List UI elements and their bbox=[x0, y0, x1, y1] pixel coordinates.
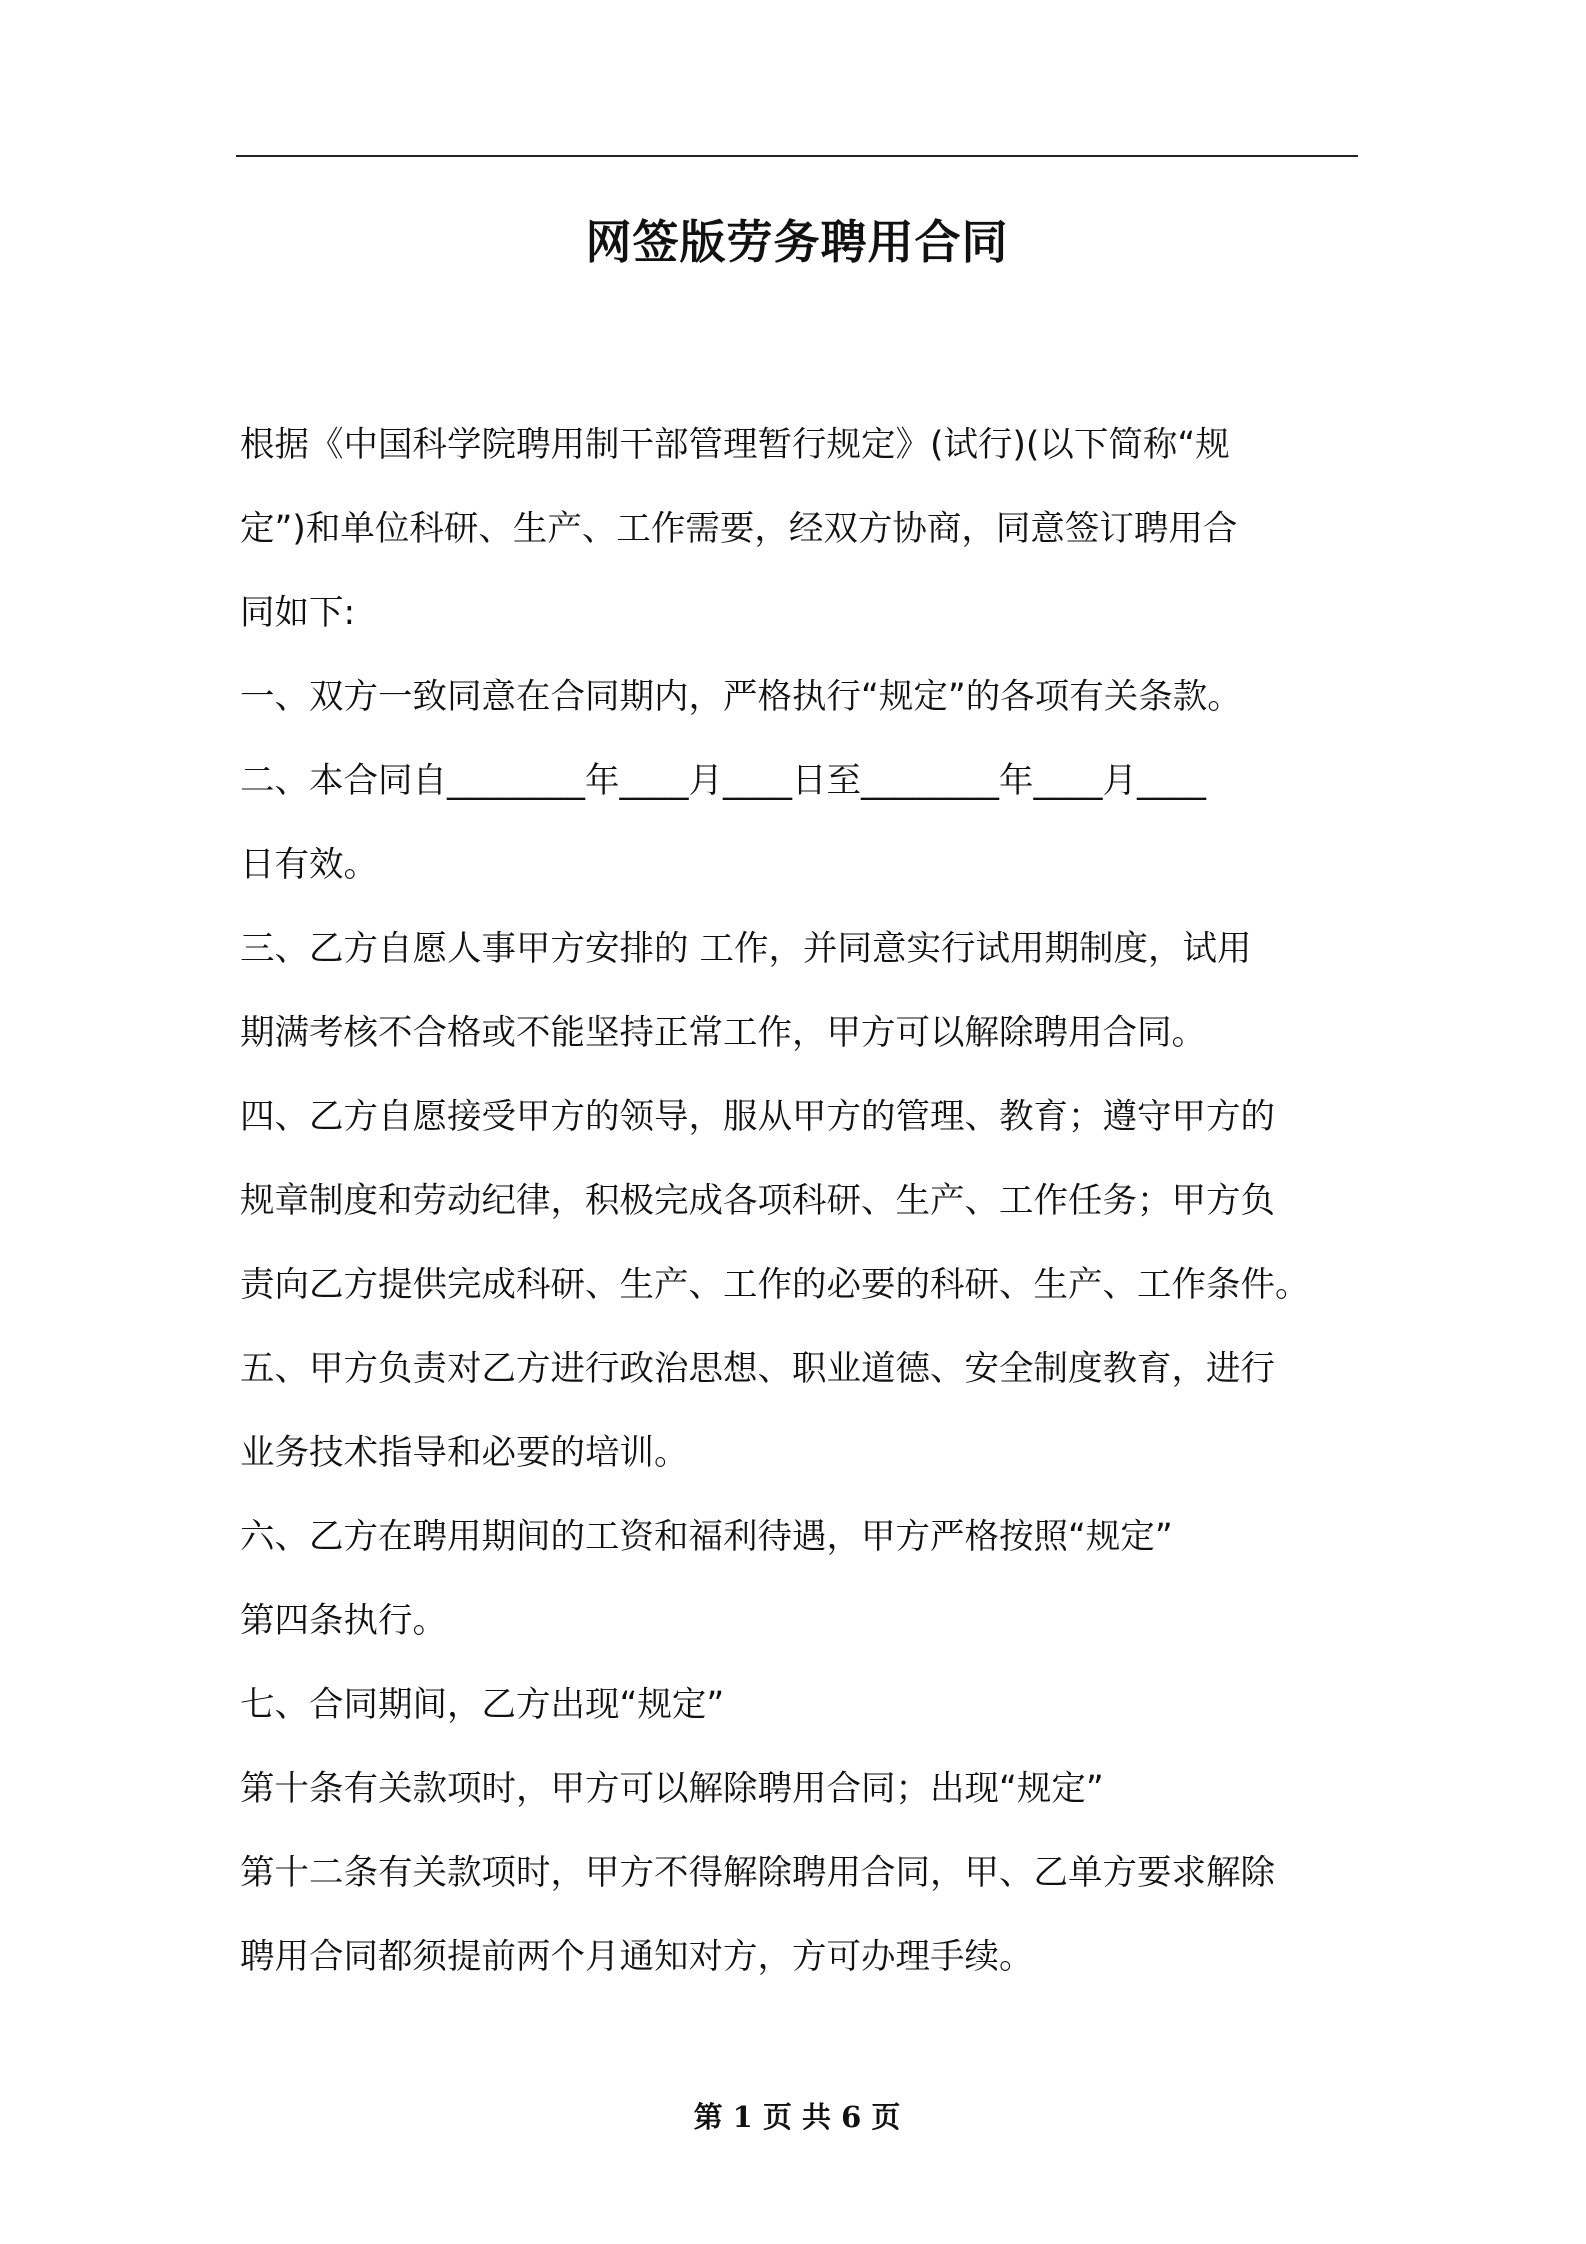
header-rule bbox=[236, 155, 1358, 157]
body-line: 业务技术指导和必要的培训。 bbox=[240, 1433, 689, 1473]
body-line: 规章制度和劳动纪律，积极完成各项科研、生产、工作任务；甲方负 bbox=[240, 1181, 1275, 1221]
body-line: 七、合同期间，乙方出现“规定” bbox=[240, 1685, 725, 1725]
body-line: 定”)和单位科研、生产、工作需要，经双方协商，同意签订聘用合 bbox=[240, 509, 1238, 549]
body-line: 第十二条有关款项时，甲方不得解除聘用合同，甲、乙单方要求解除 bbox=[240, 1853, 1275, 1893]
document-body bbox=[240, 403, 1365, 1999]
body-line: 第十条有关款项时，甲方可以解除聘用合同；出现“规定” bbox=[240, 1769, 1104, 1809]
body-line: 六、乙方在聘用期间的工资和福利待遇，甲方严格按照“规定” bbox=[240, 1517, 1173, 1557]
body-line: 期满考核不合格或不能坚持正常工作，甲方可以解除聘用合同。 bbox=[240, 1013, 1206, 1053]
body-line: 五、甲方负责对乙方进行政治思想、职业道德、安全制度教育，进行 bbox=[240, 1349, 1275, 1389]
body-line: 聘用合同都须提前两个月通知对方，方可办理手续。 bbox=[240, 1937, 1034, 1977]
body-line: 一、双方一致同意在合同期内，严格执行“规定”的各项有关条款。 bbox=[240, 677, 1242, 717]
document-title: 网签版劳务聘用合同 bbox=[585, 215, 1009, 269]
body-line: 四、乙方自愿接受甲方的领导，服从甲方的管理、教育；遵守甲方的 bbox=[240, 1097, 1275, 1137]
page-footer: 第 1 页 共 6 页 bbox=[693, 2100, 901, 2134]
body-line: 责向乙方提供完成科研、生产、工作的必要的科研、生产、工作条件。 bbox=[240, 1265, 1310, 1305]
body-line: 日有效。 bbox=[240, 845, 378, 885]
body-line: 同如下: bbox=[240, 593, 356, 633]
body-line: 三、乙方自愿人事甲方安排的 工作，并同意实行试用期制度，试用 bbox=[240, 929, 1252, 969]
body-line: 二、本合同自________年____月____日至________年____月____ bbox=[240, 761, 1206, 801]
body-line: 第四条执行。 bbox=[240, 1601, 447, 1641]
body-line: 根据《中国科学院聘用制干部管理暂行规定》(试行)(以下简称“规 bbox=[240, 425, 1230, 465]
